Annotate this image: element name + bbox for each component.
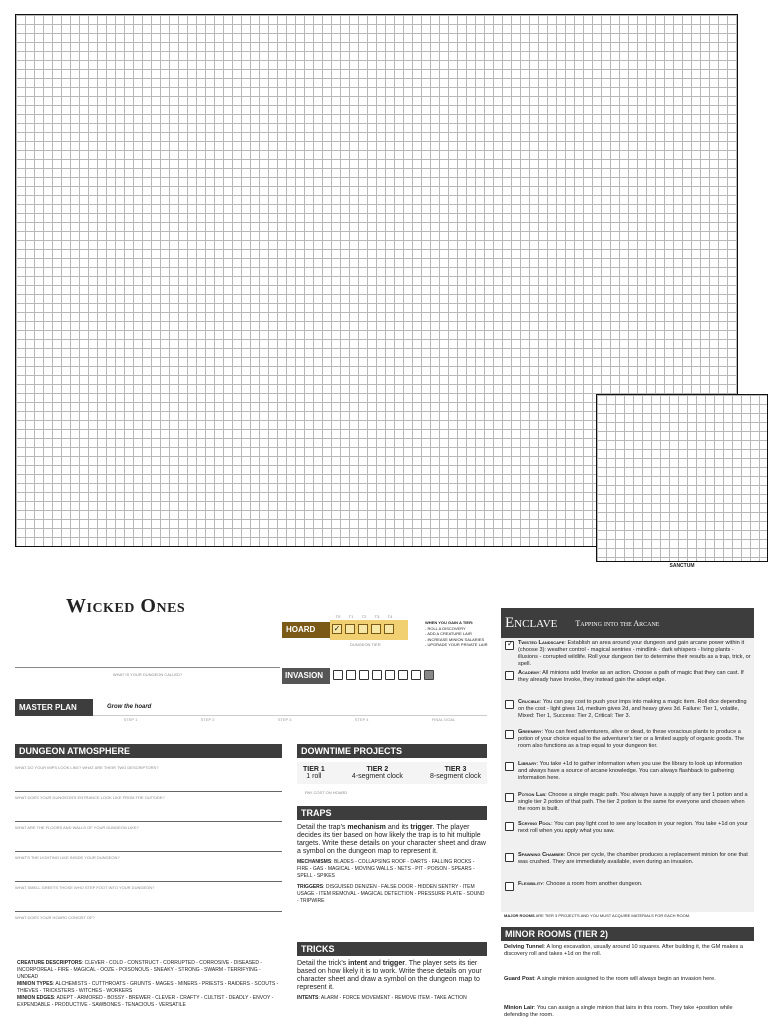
atmosphere-title: DUNGEON ATMOSPHERE bbox=[15, 744, 282, 758]
downtime-title: DOWNTIME PROJECTS bbox=[297, 744, 487, 758]
room-description: Scrying Pool: You can pay light cost to see any location in your region. You take +1d on your next roll when you apply what you saw. bbox=[518, 821, 748, 834]
enclave-title: Enclave bbox=[505, 614, 558, 631]
hoard-tier-label: T0 bbox=[335, 614, 341, 619]
minor-room-item: Guard Post: A single minion assigned to the room will always begin an invasion here. bbox=[504, 976, 716, 982]
room-description: Flexibility: Choose a room from another dungeon. bbox=[518, 881, 643, 887]
room-description: Twisted Landscape: Establish an area around your dungeon and gain arcane power within it (choose 3): weather control - magical sentries - mindlink - dark whispers - living plants - illusions - corrupted wildlife. Roll your dungeon tier to determine their results as a trap, trick, or spell. bbox=[518, 640, 751, 667]
traps-mechanisms: MECHANISMS: BLADES - COLLAPSING ROOF - DARTS - FALLING ROCKS - FIRE - GAS - MAGICAL - MOVING WALLS - NETS - PIT - POISON - SPEARS - SPELL - SPIKES bbox=[297, 859, 475, 879]
invasion-checkbox[interactable] bbox=[333, 670, 343, 680]
downtime-tiers bbox=[297, 762, 487, 784]
tier-2: TIER 2 4-segment clock bbox=[351, 766, 403, 780]
gain-tier-item: - ROLL A DISCOVERY bbox=[425, 625, 466, 631]
enclave-room-item bbox=[505, 699, 751, 720]
room-description: Spawning Chamber: Once per cycle, the chamber produces a replacement minion for one that was crushed. They are immediately available, even during an invasion. bbox=[518, 852, 748, 865]
invasion-checkbox[interactable] bbox=[346, 670, 356, 680]
hoard-checkbox[interactable] bbox=[371, 624, 381, 634]
hoard-boxes bbox=[330, 620, 408, 640]
dungeon-name-line[interactable] bbox=[15, 667, 280, 668]
gain-tier-item: - UPGRADE YOUR PRIVATE LAIR bbox=[425, 642, 488, 647]
room-checkbox[interactable] bbox=[505, 730, 514, 739]
enclave-room-item bbox=[505, 729, 751, 750]
invasion-label: INVASION bbox=[282, 668, 330, 684]
master-plan-label: MASTER PLAN bbox=[15, 699, 93, 716]
page-title: Wicked Ones bbox=[66, 595, 186, 617]
hoard-checkbox[interactable]: ✓ bbox=[333, 624, 341, 633]
hoard-checkbox[interactable] bbox=[345, 624, 355, 634]
atmosphere-question[interactable]: WHAT ARE THE FLOORS AND WALLS OF YOUR DUNGEON LIKE? bbox=[15, 822, 282, 852]
room-checkbox[interactable] bbox=[505, 822, 514, 831]
hoard-caption: DUNGEON TIER bbox=[350, 642, 381, 647]
enclave-room-item bbox=[505, 761, 751, 782]
invasion-boxes bbox=[333, 670, 434, 680]
major-rooms-note: MAJOR ROOMS ARE TIER 3 PROJECTS AND YOU MUST ACQUIRE MATERIALS FOR EACH ROOM. bbox=[504, 913, 691, 918]
atmosphere-question[interactable]: WHAT DOES YOUR DUNGEON'S ENTRANCE LOOK LIKE FROM THE OUTSIDE? bbox=[15, 792, 282, 822]
room-description: Crucible: You can pay cost to push your imps into making a magic item. Roll dice depending on the cost - light gives 1d, medium gives 2d, and heavy gives 3d. Failure: Tier 1, volatile, Mixed: Tier 1, Success: Tier 2, Critical: Tier 3. bbox=[518, 699, 747, 719]
hoard-tier-label: T3 bbox=[374, 614, 380, 619]
creature-descriptors: CREATURE DESCRIPTORS: CLEVER - COLD - CONSTRUCT - CORRUPTED - CORROSIVE - DISEASED - INCORPOREAL - FIRE - MAGICAL - OOZE - POISONOUS - SNEAKY - STRONG - SWARM - TERRIFYING - UNDEAD bbox=[17, 960, 263, 980]
room-description: Academy: All minions add Invoke as an action. Choose a path of magic that they can cast. If they already have Invoke, they instead gain the adept edge. bbox=[518, 670, 744, 683]
invasion-checkbox[interactable] bbox=[424, 670, 434, 680]
downtime-section bbox=[297, 744, 487, 795]
minion-edges: MINION EDGES: ADEPT - ARMORED - BOSSY - BREWER - CLEVER - CRAFTY - CULTIST - DEADLY - ENVOY - EXPENDABLE - PRODUCTIVE - SAWBONES - TENACIOUS - VERSATILE bbox=[17, 995, 274, 1008]
descriptors-block bbox=[17, 960, 282, 1009]
room-checkbox[interactable] bbox=[505, 671, 514, 680]
master-plan-goal[interactable]: Grow the hoard bbox=[107, 704, 152, 710]
invasion-checkbox[interactable] bbox=[372, 670, 382, 680]
hoard-label: HOARD bbox=[282, 622, 332, 638]
hoard-tier-labels bbox=[330, 614, 410, 619]
room-description: Library: You take +1d to gather information when you use the library to look up information and always have a source of arcane knowledge. You can always flashback to gathering information here. bbox=[518, 761, 743, 781]
step-label[interactable]: STEP 1 bbox=[123, 717, 138, 722]
room-checkbox[interactable] bbox=[505, 853, 514, 862]
tricks-section bbox=[297, 942, 487, 1002]
hoard-tier-label: T1 bbox=[348, 614, 354, 619]
enclave-room-item bbox=[505, 670, 751, 684]
dungeon-name-prompt: WHAT IS YOUR DUNGEON CALLED? bbox=[112, 672, 183, 677]
master-plan-steps bbox=[92, 717, 487, 722]
room-checkbox[interactable] bbox=[505, 641, 514, 650]
atmosphere-question[interactable]: WHAT SMELL GREETS THOSE WHO STEP FOOT INTO YOUR DUNGEON? bbox=[15, 882, 282, 912]
atmosphere-question[interactable]: WHAT DO YOUR IMPS LOOK LIKE? WHAT ARE THEIR TWO DESCRIPTORS? bbox=[15, 762, 282, 792]
minion-types: MINION TYPES: ALCHEMISTS - CUTTHROATS - GRUNTS - MAGES - MINERS - PRIESTS - RAIDERS - SCOUTS - THIEVES - TRICKSTERS - WITCHES - WORKERS bbox=[17, 981, 279, 994]
atmosphere-question[interactable]: WHAT'S THE LIGHTING LIKE INSIDE YOUR DUNGEON? bbox=[15, 852, 282, 882]
enclave-room-item bbox=[505, 792, 751, 813]
enclave-room-item bbox=[505, 852, 751, 866]
enclave-room-item bbox=[505, 881, 751, 891]
sanctum-label: SANCTUM bbox=[669, 563, 695, 569]
step-label[interactable]: FINAL GOAL bbox=[431, 717, 456, 722]
gain-tier-list bbox=[425, 620, 487, 648]
minor-room-item: Minion Lair: You can assign a single minion that lairs in this room. They take +position while defending the room. bbox=[504, 1005, 733, 1018]
room-description: Potion Lab: Choose a single magic path. You always have a supply of any tier 1 potion and a single tier 2 potion of that path. The tier 2 potion is the same for everyone and chosen when the room is built. bbox=[518, 792, 748, 812]
minor-rooms-title: MINOR ROOMS (TIER 2) bbox=[501, 927, 754, 941]
invasion-checkbox[interactable] bbox=[359, 670, 369, 680]
traps-title: TRAPS bbox=[297, 806, 487, 820]
hoard-tier-label: T2 bbox=[361, 614, 367, 619]
tricks-description: Detail the trick's intent and trigger. The player sets its tier based on how likely it is to work. Write these details on your character sheet and draw a symbol on the dungeon map to represent it. bbox=[297, 960, 482, 991]
minor-room-item: Delving Tunnel: A long excavation, usually around 10 squares. After building it, the GM makes a discovery roll and takes +1d on the roll. bbox=[504, 944, 744, 957]
hoard-checkbox[interactable] bbox=[384, 624, 394, 634]
room-checkbox[interactable] bbox=[505, 700, 514, 709]
enclave-room-item bbox=[505, 640, 751, 668]
invasion-checkbox[interactable] bbox=[385, 670, 395, 680]
tier-1: TIER 1 1 roll bbox=[303, 766, 325, 780]
traps-description: Detail the trap's mechanism and its trigger. The player decides its tier based on how likely the trap is to hit multiple targets. Write these details on your character sheet and draw a symbol on the dungeon map to represent it. bbox=[297, 824, 486, 855]
enclave-room-item bbox=[505, 821, 751, 835]
step-label[interactable]: STEP 3 bbox=[277, 717, 292, 722]
room-checkbox[interactable] bbox=[505, 882, 514, 891]
hoard-tier-label: T4 bbox=[387, 614, 393, 619]
traps-triggers: TRIGGERS: DISGUISED DENIZEN - FALSE DOOR - HIDDEN SENTRY - ITEM USAGE - ITEM REMOVAL - MAGICAL DETECTION - PRESSURE PLATE - SOUND - TRIPWIRE bbox=[297, 884, 485, 904]
downtime-note: PAY COST ON HOARD bbox=[305, 790, 348, 795]
invasion-checkbox[interactable] bbox=[398, 670, 408, 680]
tier-3: TIER 3 8-segment clock bbox=[430, 766, 481, 780]
tricks-title: TRICKS bbox=[297, 942, 487, 956]
room-checkbox[interactable] bbox=[505, 793, 514, 802]
master-plan-bar bbox=[15, 699, 487, 716]
tricks-intents: INTENTS: ALARM - FORCE MOVEMENT - REMOVE ITEM - TAKE ACTION bbox=[297, 995, 467, 1001]
sanctum-grid[interactable] bbox=[596, 394, 768, 562]
gain-tier-item: - ADD A CREATURE LAIR bbox=[425, 631, 472, 636]
enclave-header bbox=[501, 608, 754, 638]
step-label[interactable]: STEP 2 bbox=[200, 717, 215, 722]
step-label[interactable]: STEP 4 bbox=[354, 717, 369, 722]
atmosphere-section bbox=[15, 744, 282, 938]
enclave-subtitle: Tapping into the Arcane bbox=[575, 618, 660, 628]
atmosphere-question[interactable]: WHAT DOES YOUR HOARD CONSIST OF? bbox=[15, 915, 95, 920]
room-checkbox[interactable] bbox=[505, 762, 514, 771]
room-description: Greenery: You can feed adventurers, alive or dead, to these voracious plants to produce a potion of your choice equal to the adventurer's tier or a limited supply of organic goods. The room also functions as a trap equal to your dungeon tier. bbox=[518, 729, 745, 749]
hoard-checkbox[interactable] bbox=[358, 624, 368, 634]
gain-tier-title: WHEN YOU GAIN A TIER: bbox=[425, 620, 474, 625]
gain-tier-item: - INCREASE MINION SALARIES bbox=[425, 636, 485, 642]
traps-section bbox=[297, 806, 487, 905]
invasion-checkbox[interactable] bbox=[411, 670, 421, 680]
